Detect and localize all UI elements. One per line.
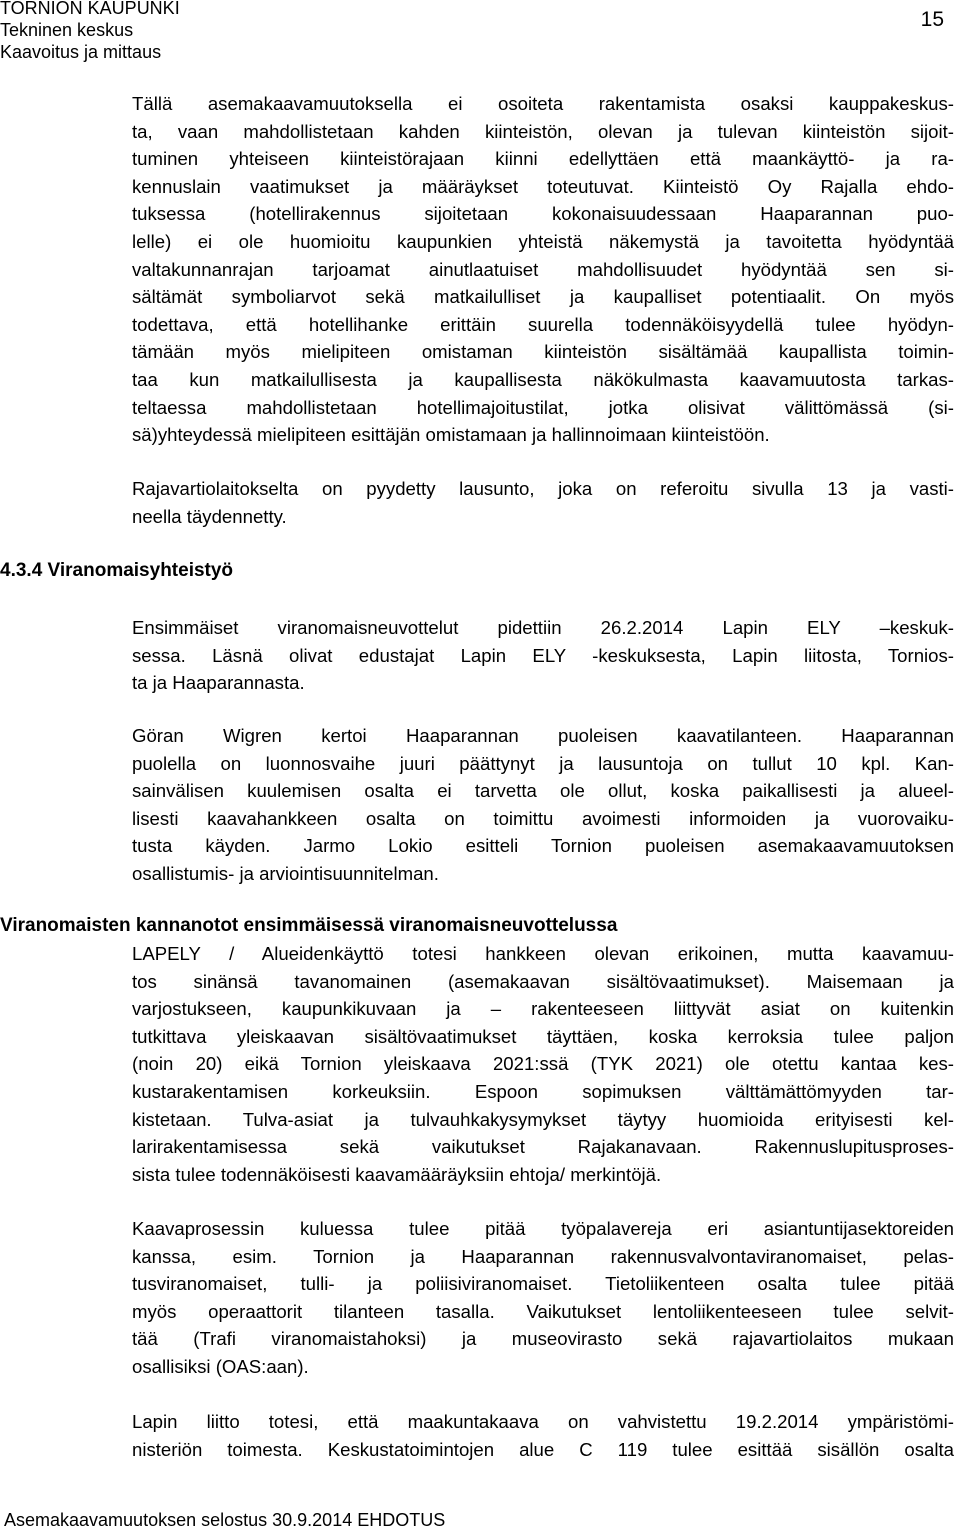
- paragraph-line: tusta käyden. Jarmo Lokio esitteli Tornion puoleisen asemakaavamuutoksen: [132, 835, 954, 857]
- paragraph-line: nisteriön toimesta. Keskustatoimintojen alue C 119 tulee esittää sisällön osalta: [132, 1438, 954, 1460]
- paragraph-line: teltaessa mahdollistetaan hotellimajoitustilat, jotka olisivat välittömässä (si-: [132, 396, 954, 418]
- paragraph-2: [132, 475, 954, 530]
- paragraph-line: Lapin liitto totesi, että maakuntakaava on vahvistettu 19.2.2014 ympäristömi-: [132, 1411, 954, 1432]
- paragraph-line: Göran Wigren kertoi Haaparannan puoleisen kaavatilanteen. Haaparannan: [132, 725, 954, 746]
- header-department: Tekninen keskus: [0, 20, 134, 40]
- paragraph-line: Kaavaprosessin kuluessa tulee pitää työpalavereja eri asiantuntijasektoreiden: [132, 1218, 954, 1239]
- paragraph-line: ta, vaan mahdollistetaan kahden kiinteistön, olevan ja tulevan kiinteistön sijoit-: [132, 120, 954, 142]
- paragraph-line: tuksessa (hotellirakennus sijoitetaan kokonaisuudessaan Haaparannan puo-: [132, 203, 954, 225]
- paragraph-line: osallistumis- ja arviointisuunnitelman.: [132, 862, 439, 884]
- section-heading: 4.3.4 Viranomaisyhteistyö: [0, 560, 234, 581]
- paragraph-7: [132, 1408, 954, 1463]
- paragraph-line: Rajavartiolaitokselta on pyydetty lausunto, joka on referoitu sivulla 13 ja vasti-: [132, 478, 954, 499]
- paragraph-line: sainvälisen kuulemisen osalta ei tarvetta ole ollut, koska paikallisesti ja alueel-: [132, 780, 954, 802]
- paragraph-line: osallisiksi (OAS:aan).: [132, 1355, 309, 1377]
- paragraph-line: lisesti kaavahankkeen osalta on toimittu avoimesti informoiden ja vuorovaiku-: [132, 807, 954, 829]
- paragraph-line: kistetaan. Tulva-asiat ja tulvauhkakysymykset täytyy huomioida erityisesti kel-: [132, 1108, 954, 1130]
- subheading: Viranomaisten kannanotot ensimmäisessä viranomaisneuvottelussa: [0, 915, 618, 936]
- paragraph-line: neella täydennetty.: [132, 505, 287, 527]
- paragraph-line: LAPELY / Alueidenkäyttö totesi hankkeen olevan erikoinen, mutta kaavamuu-: [132, 943, 954, 964]
- paragraph-line: kanssa, esim. Tornion ja Haaparannan rakennusvalvontaviranomaiset, pelas-: [132, 1245, 954, 1267]
- paragraph-line: valtakunnanrajan tarjoamat ainutlaatuiset mahdollisuudet hyödyntää sen si-: [132, 258, 954, 280]
- page-footer: Asemakaavamuutoksen selostus 30.9.2014 EHDOTUS: [4, 1510, 446, 1530]
- paragraph-line: (noin 20) eikä Tornion yleiskaava 2021:ssä (TYK 2021) ole otettu kantaa kes-: [132, 1053, 954, 1075]
- paragraph-line: sessa. Läsnä olivat edustajat Lapin ELY -keskuksesta, Lapin liitosta, Tornios-: [132, 644, 954, 666]
- paragraph-line: sista tulee todennäköisesti kaavamääräyksiin ehtoja/ merkintöjä.: [132, 1163, 662, 1185]
- paragraph-line: tutkittava yleiskaavan sisältövaatimukset täyttäen, koska kerroksia tulee paljon: [132, 1025, 954, 1047]
- paragraph-line: tusviranomaiset, tulli- ja poliisiviranomaiset. Tietoliikenteen osalta tulee pitää: [132, 1273, 954, 1295]
- paragraph-4: [132, 722, 954, 888]
- paragraph-line: sältämät symboliarvot sekä matkailulliset ja kaupalliset potentiaalit. On myös: [132, 286, 954, 308]
- header-unit: Kaavoitus ja mittaus: [0, 42, 162, 62]
- paragraph-line: varjostukseen, kaupunkikuvaan ja – rakenteeseen liittyvät asiat on kuitenkin: [132, 998, 954, 1020]
- paragraph-line: kustarakentamisen korkeuksiin. Espoon sopimuksen välttämättömyyden tar-: [132, 1080, 954, 1102]
- page-number: 15: [920, 8, 944, 31]
- paragraph-5: [132, 940, 954, 1188]
- paragraph-3: [132, 614, 954, 697]
- paragraph-line: Tällä asemakaavamuutoksella ei osoiteta rakentamista osaksi kauppakeskus-: [132, 93, 954, 114]
- paragraph-line: Ensimmäiset viranomaisneuvottelut pidettiin 26.2.2014 Lapin ELY –keskuk-: [132, 617, 954, 638]
- paragraph-line: myös operaattorit tilanteen tasalla. Vaikutukset lentoliikenteeseen tulee selvit-: [132, 1300, 954, 1322]
- paragraph-line: tos sinänsä tavanomainen (asemakaavan sisältövaatimukset). Maisemaan ja: [132, 970, 954, 992]
- paragraph-line: puolella on luonnosvaihe juuri päättynyt ja lausuntoja on tullut 10 kpl. Kan-: [132, 752, 954, 774]
- paragraph-line: taa kun matkailullisesta ja kaupallisesta näkökulmasta kaavamuutosta tarkas-: [132, 368, 954, 390]
- paragraph-1: [132, 90, 954, 449]
- paragraph-line: todettava, että hotellihanke erittäin suurella todennäköisyydellä tulee hyödyn-: [132, 313, 954, 335]
- paragraph-line: tää (Trafi viranomaistahoksi) ja museovirasto sekä rajavartiolaitos mukaan: [132, 1328, 954, 1350]
- paragraph-line: tämään myös mielipiteen omistaman kiinteistön sisältämää kaupallista toimin-: [132, 341, 954, 363]
- paragraph-6: [132, 1215, 954, 1381]
- paragraph-line: tuminen yhteiseen kiinteistörajaan kiinni edellyttäen että maankäyttö- ja ra-: [132, 148, 954, 170]
- header-org: TORNION KAUPUNKI: [0, 0, 180, 18]
- paragraph-line: ta ja Haaparannasta.: [132, 672, 305, 694]
- paragraph-line: larirakentamisessa sekä vaikutukset Rajakanavaan. Rakennuslupitusproses-: [132, 1136, 954, 1158]
- paragraph-line: sä)yhteydessä mielipiteen esittäjän omistamaan ja hallinnoimaan kiinteistöön.: [132, 424, 770, 446]
- paragraph-line: kennuslain vaatimukset ja määräykset toteutuvat. Kiinteistö Oy Rajalla ehdo-: [132, 175, 954, 197]
- paragraph-line: lelle) ei ole huomioitu kaupunkien yhteistä näkemystä ja tavoitetta hyödyntää: [132, 230, 954, 252]
